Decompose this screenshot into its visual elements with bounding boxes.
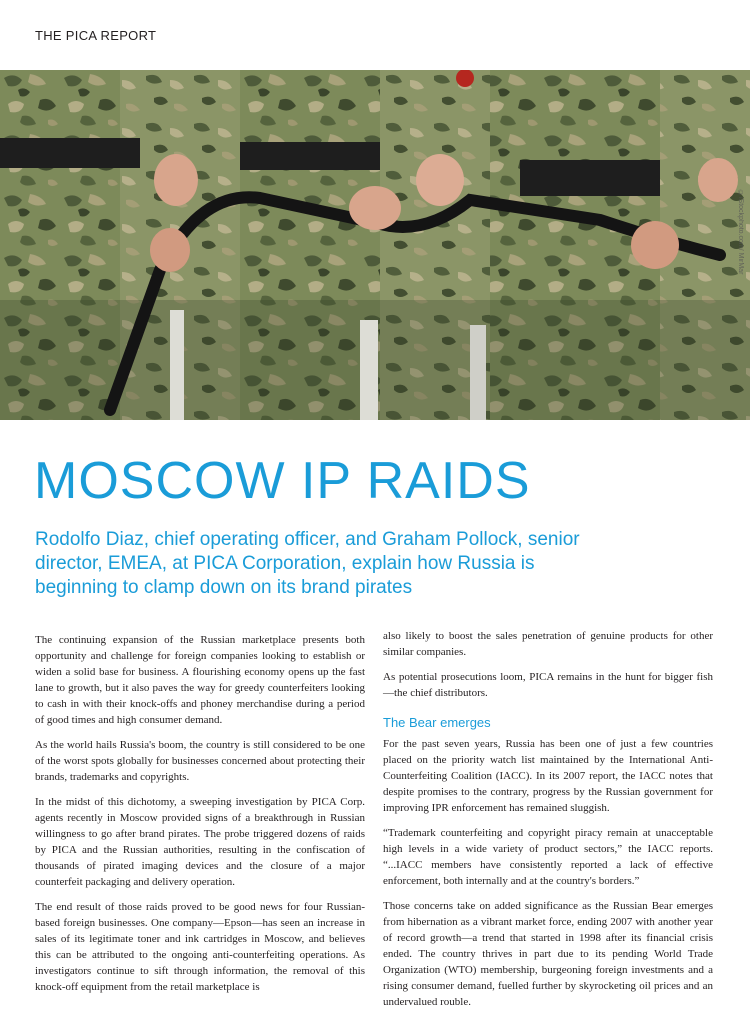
body-paragraph: The end result of those raids proved to be good news for four Russian-based foreign businesses. One company—Epson—has seen an increase in sales of its legitimate toner and ink cartridges in Moscow, and believes this can be attributed to the ongoing anti-counterfeiting operations. As investigators continue to sift through information, the removal of this knock-off equipment from the retail marketplace is	[35, 901, 365, 993]
body-paragraph: The continuing expansion of the Russian marketplace presents both opportunity and challenge for foreign companies looking to establish or widen a solid base for business. A flourishing economy opens up the fast lane to growth, but it also paves the way for greedy counterfeiters looking to cash in with their knock-offs and phoney merchandise during a period of good times and high consumer demand.	[35, 634, 365, 726]
running-head: THE PICA REPORT	[35, 28, 157, 43]
body-paragraph: In the midst of this dichotomy, a sweeping investigation by PICA Corp. agents recently in Moscow provided signs of a breakthrough in Russian willingness to go after brand pirates. The probe triggered dozens of raids by PICA and the Russian authorities, resulting in the confiscation of thousands of pirated imaging devices and the closure of a major counterfeit packaging and delivery operation.	[35, 796, 365, 888]
body-paragraph: “Trademark counterfeiting and copyright piracy remain at unacceptable high levels in a wide variety of product sectors,” the IACC reports. “...IACC members have consistently reported a lack of effective enforcement, both internally and at the country's borders.”	[383, 827, 713, 887]
soldiers-photo-illustration	[0, 70, 750, 420]
photo-credit: ©iStockphoto.com/ MirMar	[737, 190, 744, 275]
article-column-right	[383, 628, 713, 1019]
hero-photo	[0, 70, 750, 420]
body-paragraph: Those concerns take on added significance as the Russian Bear emerges from hibernation as a vibrant market force, ending 2007 with another year of record growth—a trend that started in 1998 after its financial crisis ended. The country thrives in part due to its pending World Trade Organization (WTO) membership, burgeoning foreign investments and a rising consumer demand, fuelled further by skyrocketing oil prices and an undervalued rouble.	[383, 900, 713, 1008]
article-standfirst: Rodolfo Diaz, chief operating officer, and Graham Pollock, senior director, EMEA, at PICA Corporation, explain how Russia is beginning to clamp down on its brand pirates	[35, 529, 580, 598]
body-paragraph: As the world hails Russia's boom, the country is still considered to be one of the worst spots globally for businesses concerned about protecting their brands, trademarks and copyrights.	[35, 739, 365, 783]
body-paragraph: As potential prosecutions loom, PICA remains in the hunt for bigger fish—the chief distributors.	[383, 671, 713, 699]
body-paragraph: also likely to boost the sales penetration of genuine products for other similar companies.	[383, 630, 713, 658]
article-column-left	[35, 632, 365, 1004]
article-headline: MOSCOW IP RAIDS	[34, 452, 531, 510]
section-subhead: The Bear emerges	[383, 715, 491, 730]
body-paragraph: For the past seven years, Russia has been one of just a few countries placed on the priority watch list maintained by the International Anti-Counterfeiting Coalition (IACC). In its 2007 report, the IACC notes that despite promises to the contrary, progress by the Russian government for improving IPR enforcement has remained sluggish.	[383, 738, 713, 814]
